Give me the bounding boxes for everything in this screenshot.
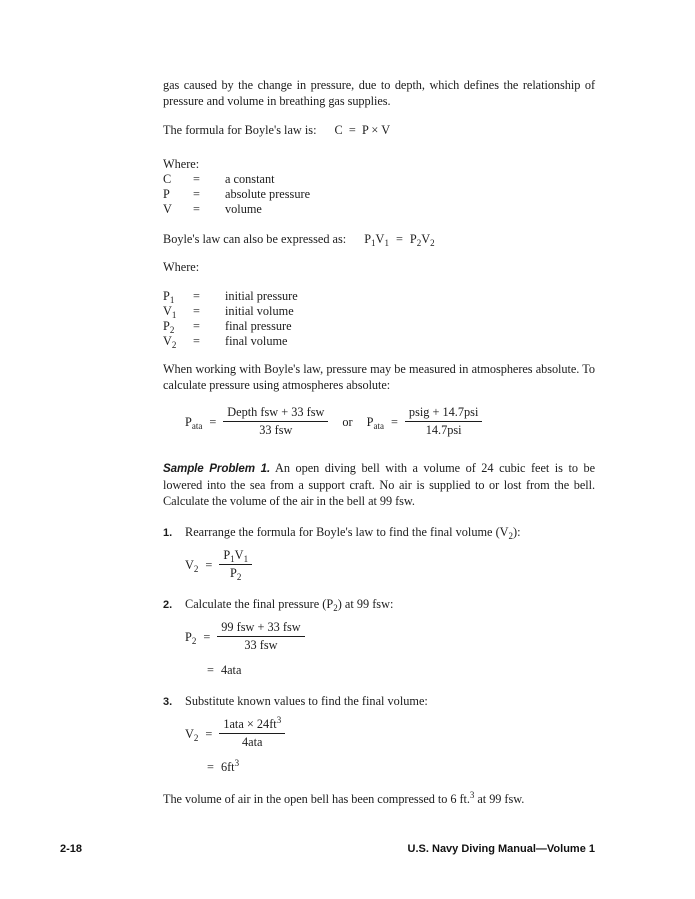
math-term: V <box>234 548 244 563</box>
boyle-formula-label: The formula for Boyle's law is: <box>163 123 317 137</box>
sample-problem-paragraph <box>163 460 595 509</box>
equals-sign: = <box>203 629 211 644</box>
variable-table-1 <box>163 172 595 218</box>
variable-description: initial volume <box>225 303 294 318</box>
equals-sign: = <box>205 726 213 741</box>
fraction <box>405 405 482 438</box>
page-content <box>163 77 595 807</box>
step-text <box>185 524 595 541</box>
equals-sign: = <box>209 414 217 429</box>
fraction-denominator: 14.7psi <box>405 421 482 438</box>
fraction-numerator: 99 fsw + 33 fsw <box>221 620 301 635</box>
equals-sign: = <box>193 202 200 217</box>
step-3-result <box>200 759 595 775</box>
page-footer <box>60 843 595 855</box>
math-term <box>367 414 384 430</box>
fraction-denominator: 33 fsw <box>217 636 304 653</box>
math-subscript: 1 <box>371 237 376 248</box>
step-number: 1. <box>163 527 173 540</box>
variable-symbol <box>163 304 193 319</box>
math-subscript: 2 <box>169 325 175 336</box>
fraction <box>223 405 328 438</box>
math-subscript: 2 <box>171 340 177 351</box>
variable-row <box>163 172 595 187</box>
step-2-formula <box>185 620 595 653</box>
math-term: V <box>421 231 431 246</box>
math-subscript: 1 <box>230 554 235 565</box>
fraction <box>219 717 285 750</box>
result-value: 4ata <box>220 663 242 678</box>
ata-formula-psi <box>367 405 483 438</box>
variable-symbol: V <box>163 202 172 217</box>
variable-row <box>163 334 595 349</box>
closing-text-part: at 99 fsw. <box>474 792 525 807</box>
equals-sign: = <box>193 319 200 334</box>
variable-symbol <box>163 319 193 334</box>
variable-row <box>163 202 595 217</box>
math-subscript: 2 <box>191 635 197 646</box>
result-value <box>221 759 239 775</box>
step-number: 2. <box>163 599 173 612</box>
equals-sign: = <box>193 334 200 349</box>
math-term: V <box>185 557 194 572</box>
math-superscript: 3 <box>276 715 282 726</box>
math-subscript: 2 <box>416 237 422 248</box>
equals-sign: = <box>193 172 200 186</box>
math-term: P <box>185 629 192 644</box>
step-text-part: ) at 99 fsw: <box>337 597 394 612</box>
pressure-ata-formulas <box>185 405 595 438</box>
page-number: 2-18 <box>60 843 83 855</box>
equals-sign: = <box>205 557 213 572</box>
fraction <box>217 620 304 653</box>
variable-description: initial pressure <box>225 288 298 303</box>
manual-title: U.S. Navy Diving Manual—Volume 1 <box>407 843 595 855</box>
step-1-formula <box>185 548 595 581</box>
math-term: P <box>366 414 374 429</box>
variable-description: a constant <box>225 172 275 186</box>
boyle-expressed-label: Boyle's law can also be expressed as: <box>163 231 347 246</box>
math-term <box>185 557 198 573</box>
closing-paragraph <box>163 791 595 807</box>
variable-description: final volume <box>225 334 288 349</box>
math-subscript: 2 <box>193 732 199 743</box>
step-text-part: Substitute known values to find the final volume: <box>185 694 428 709</box>
equals-sign: = <box>390 414 398 429</box>
intro-paragraph: gas caused by the change in pressure, due to depth, which defines the relationship of pressure and volume in breathing gas supplies. <box>163 78 595 108</box>
atmospheres-paragraph: When working with Boyle's law, pressure may be measured in atmospheres absolute. To calculate pressure using atmospheres absolute: <box>163 362 595 393</box>
math-subscript: 1 <box>243 554 249 565</box>
math-term: P <box>409 231 417 246</box>
step-2 <box>163 596 595 613</box>
fraction-denominator: 33 fsw <box>223 421 328 438</box>
math-term: V <box>163 303 172 318</box>
step-number: 3. <box>163 696 173 709</box>
variable-symbol <box>163 289 193 304</box>
variable-row <box>163 187 595 202</box>
math-term: P <box>185 414 192 429</box>
math-term: V <box>375 231 385 246</box>
math-term: P <box>364 231 372 246</box>
fraction <box>219 548 252 581</box>
equals-sign: = <box>207 663 214 678</box>
math-subscript: 2 <box>430 237 435 248</box>
step-text <box>185 596 595 613</box>
math-term: 6ft <box>220 760 235 775</box>
math-subscript: 1 <box>169 294 175 305</box>
equals-sign: = <box>193 187 200 202</box>
variable-row <box>163 289 595 304</box>
math-term <box>185 414 202 430</box>
equals-sign: = <box>193 303 200 318</box>
equals-sign: = <box>193 288 200 303</box>
math-subscript: ata <box>191 420 203 431</box>
math-term: 1ata × 24ft <box>223 717 277 732</box>
variable-description: final pressure <box>225 319 292 334</box>
math-subscript: 2 <box>333 603 338 614</box>
step-2-result <box>200 662 595 678</box>
ata-formula-fsw <box>185 405 328 438</box>
where-heading-1: Where: <box>163 157 200 171</box>
fraction-numerator <box>219 717 285 733</box>
variable-symbol <box>163 334 193 349</box>
math-subscript: 2 <box>193 563 199 574</box>
math-term: P <box>230 566 237 581</box>
math-term: V <box>185 726 194 741</box>
variable-description: volume <box>225 202 262 217</box>
fraction-numerator <box>219 548 252 564</box>
math-subscript: 2 <box>508 531 514 542</box>
sample-problem-label: Sample Problem 1. <box>163 462 271 476</box>
math-superscript: 3 <box>469 790 475 801</box>
math-subscript: 1 <box>384 237 389 248</box>
step-text-part: Rearrange the formula for Boyle's law to find the final volume (V <box>185 525 509 540</box>
math-subscript: ata <box>373 420 384 431</box>
math-subscript: 2 <box>236 572 242 583</box>
equals-sign: = <box>395 231 403 246</box>
fraction-numerator: psig + 14.7psi <box>408 405 479 420</box>
step-3 <box>163 693 595 710</box>
equals-sign: = <box>207 760 214 775</box>
step-text <box>185 693 595 710</box>
math-term: V <box>163 334 172 349</box>
fraction-denominator <box>219 564 252 581</box>
math-term <box>185 726 198 742</box>
boyle-expressed-expression <box>364 231 434 247</box>
variable-table-2 <box>163 289 595 350</box>
math-term: P <box>163 319 170 334</box>
math-subscript: 1 <box>171 309 177 320</box>
math-term: P <box>163 288 170 303</box>
step-3-formula <box>185 717 595 750</box>
variable-symbol: P <box>163 187 170 202</box>
variable-symbol: C <box>163 172 172 186</box>
variable-description: absolute pressure <box>225 187 311 202</box>
math-term <box>185 629 196 645</box>
variable-row <box>163 304 595 319</box>
sample-problem-text: An open diving bell with a volume of 24 cubic feet is to be lowered into the sea from a support craft. No air is supplied to or lost from the bell. Calculate the volume of the air in the bell at 99 fsw. <box>163 461 595 509</box>
fraction-denominator: 4ata <box>219 733 285 750</box>
boyle-expressed-line <box>163 231 595 247</box>
boyle-formula-expression: C = P × V <box>334 123 391 137</box>
boyle-formula-line <box>163 122 595 138</box>
math-superscript: 3 <box>234 758 240 769</box>
or-conjunction: or <box>342 414 353 429</box>
where-heading-2: Where: <box>163 259 200 274</box>
fraction-numerator: Depth fsw + 33 fsw <box>227 405 325 420</box>
closing-text-part: The volume of air in the open bell has been compressed to 6 ft. <box>163 792 470 807</box>
step-text-part: Calculate the final pressure (P <box>185 597 334 612</box>
step-text-part: ): <box>513 525 521 540</box>
step-1 <box>163 524 595 541</box>
variable-row <box>163 319 595 334</box>
math-term: P <box>223 548 231 563</box>
